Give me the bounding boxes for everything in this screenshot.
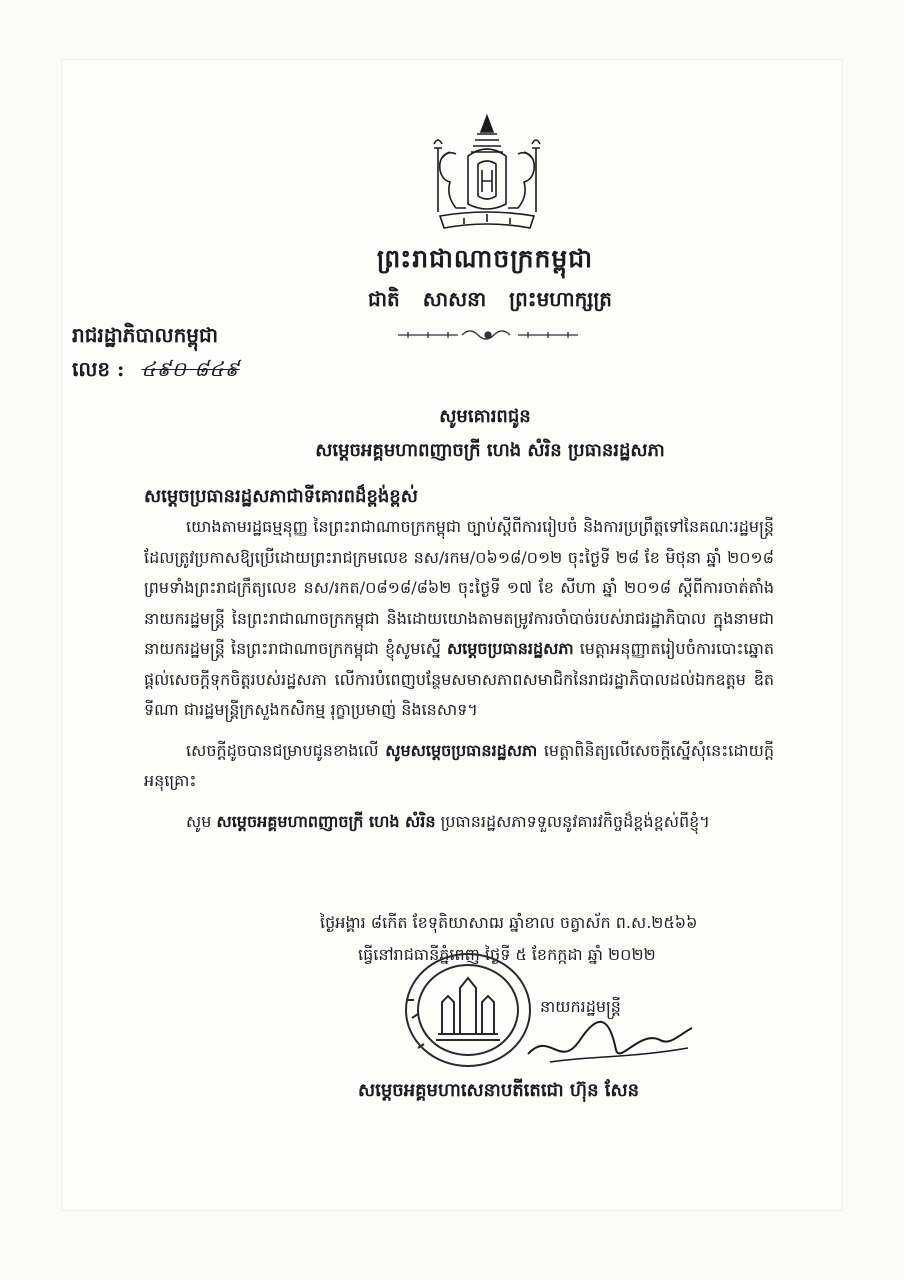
salutation: សម្តេចប្រធានរដ្ឋសភាជាទីគោរពដ៏ខ្ពង់ខ្ពស់: [144, 486, 418, 507]
kingdom-heading: ព្រះរាជាណាចក្រកម្ពុជា: [376, 244, 594, 273]
paragraph-2: សេចក្តីដូចបានជម្រាបជូនខាងលើ សូមសម្តេចប្រធានរដ្ឋសភា មេត្តាពិនិត្យលើសេចក្តីស្នើសុំនេះដោយក្តីអនុគ្រោះ: [144, 740, 774, 790]
lunar-date: ថ្ងៃអង្គារ ៨កើត ខែទុតិយាសាឍ ឆ្នាំខាល ចត្វាស័ក ព.ស.២៥៦៦: [320, 913, 698, 932]
national-motto: ជាតិ សាសនា ព្រះមហាក្សត្រ: [368, 287, 612, 311]
reference-number: [72, 356, 240, 386]
handwritten-signature-icon: [520, 1010, 700, 1070]
reference-label: លេខ :: [72, 357, 125, 381]
signatory-title: នាយករដ្ឋមន្ត្រី: [540, 997, 621, 1016]
letter-body: [144, 512, 774, 847]
paragraph-3: សូម សម្តេចអគ្គមហាពញាចក្រី ហេង សំរិន ប្រធានរដ្ឋសភាទទួលនូវគារវកិច្ចដ៏ខ្ពង់ខ្ពស់ពីខ្ញុំ។: [186, 811, 710, 831]
paragraph-1: យោងតាមរដ្ឋធម្មនុញ្ញ នៃព្រះរាជាណាចក្រកម្ពុជា ច្បាប់ស្តីពីការរៀបចំ និងការប្រព្រឹត្តទៅនៃគណៈរដ្ឋមន្ត្រី ដែលត្រូវប្រកាសឱ្យប្រើដោយព្រះរាជក្រមលេខ នស/រកម/០៦១៨/០១២ ចុះថ្ងៃទី ២៨ ខែ មិថុនា ឆ្នាំ ២០១៨ ព្រមទាំងព្រះរាជក្រឹត្យលេខ នស/រកត/០៨១៨/៨៦២ ចុះថ្ងៃទី ១៧ ខែ សីហា ឆ្នាំ ២០១៨ ស្តីពីការចាត់តាំងនាយករដ្ឋមន្ត្រី នៃព្រះរាជាណាចក្រកម្ពុជា និងដោយយោងតាមតម្រូវការចាំបាច់របស់រាជរដ្ឋាភិបាល ក្នុងនាមជានាយករដ្ឋមន្ត្រី នៃព្រះរាជាណាចក្រកម្ពុជា ខ្ញុំសូមស្នើ សម្តេចប្រធានរដ្ឋសភា មេត្តាអនុញ្ញាតរៀបចំការបោះឆ្នោតផ្តល់សេចក្តីទុកចិត្តរបស់រដ្ឋសភា លើការបំពេញបន្ថែមសមាសភាពសមាជិកនៃរាជរដ្ឋាភិបាលដល់ឯកឧត្តម ឌិត ទីណា ជារដ្ឋមន្ត្រីក្រសួងកសិកម្ម រុក្ខាប្រមាញ់ និងនេសាទ។: [144, 517, 774, 719]
place-and-date: ធ្វើនៅរាជធានីភ្នំពេញ ថ្ងៃទី ៥ ខែកក្កដា ឆ្នាំ ២០២២: [358, 945, 656, 964]
respect-line: សូមគោរពជូន: [439, 406, 531, 427]
signer-name: សម្តេចអគ្គមហាសេនាបតីតេជោ ហ៊ុន សែន: [358, 1080, 640, 1101]
decorative-divider-icon: [388, 324, 588, 346]
reference-value: ៤៩០ ៨៤៩: [141, 357, 240, 381]
recipient-line: សម្តេចអគ្គមហាពញាចក្រី ហេង សំរិន ប្រធានរដ្ឋសភា: [315, 440, 665, 461]
issuing-government: រាជរដ្ឋាភិបាលកម្ពុជា: [72, 323, 218, 347]
royal-coat-of-arms-icon: [420, 112, 554, 236]
